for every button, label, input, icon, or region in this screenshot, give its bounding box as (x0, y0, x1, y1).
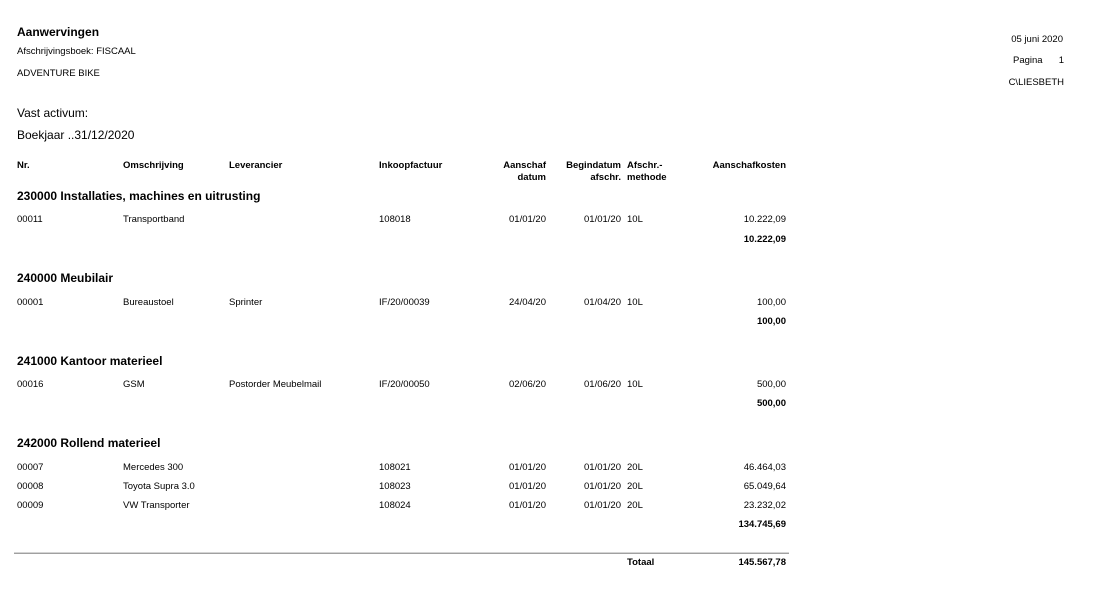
company-name: ADVENTURE BIKE (17, 68, 100, 79)
col-afschr-line1: Afschr.- (627, 160, 663, 171)
cell-nr: 00001 (17, 297, 44, 308)
cell-aanschafdatum: 01/01/20 (509, 214, 546, 225)
col-omschrijving: Omschrijving (123, 160, 184, 171)
cell-aanschafdatum: 01/01/20 (509, 481, 546, 492)
cell-omschrijving: Mercedes 300 (123, 462, 184, 473)
group-title: 241000 Kantoor materieel (17, 354, 163, 368)
cell-inkoopfactuur: 108024 (379, 500, 411, 511)
cell-nr: 00007 (17, 462, 44, 473)
cell-aanschafkosten: 100,00 (756, 297, 786, 308)
cell-aanschafdatum: 02/06/20 (509, 379, 546, 390)
cell-begindatum: 01/01/20 (584, 481, 621, 492)
cell-begindatum: 01/01/20 (584, 462, 621, 473)
col-nr: Nr. (17, 160, 30, 171)
total-label: Totaal (627, 557, 655, 568)
group-title: 242000 Rollend materieel (17, 436, 161, 450)
col-begindatum-line2: afschr. (590, 172, 621, 183)
group-subtotal: 10.222,09 (743, 234, 786, 245)
col-aanschaf-line2: datum (517, 172, 546, 183)
group-title: 240000 Meubilair (17, 271, 114, 285)
cell-aanschafkosten: 500,00 (756, 379, 786, 390)
cell-inkoopfactuur: 108018 (379, 214, 411, 225)
cell-omschrijving: VW Transporter (123, 500, 190, 511)
cell-begindatum: 01/04/20 (584, 297, 621, 308)
cell-methode: 10L (627, 379, 643, 390)
cell-omschrijving: Bureaustoel (123, 297, 174, 308)
cell-nr: 00009 (17, 500, 44, 511)
total-divider (14, 552, 789, 554)
cell-methode: 20L (627, 481, 643, 492)
cell-aanschafdatum: 01/01/20 (509, 462, 546, 473)
col-aanschafkosten: Aanschafkosten (712, 160, 786, 171)
cell-methode: 20L (627, 462, 643, 473)
cell-nr: 00008 (17, 481, 44, 492)
cell-methode: 10L (627, 214, 643, 225)
cell-aanschafdatum: 01/01/20 (509, 500, 546, 511)
cell-aanschafkosten: 46.464,03 (743, 462, 786, 473)
col-aanschaf (480, 160, 546, 184)
depreciation-book: Afschrijvingsboek: FISCAAL (17, 46, 136, 57)
section-label: Vast activum: (17, 106, 89, 120)
page-label: Pagina (1013, 55, 1043, 66)
cell-inkoopfactuur: 108021 (379, 462, 411, 473)
cell-leverancier: Postorder Meubelmail (229, 379, 322, 390)
cell-omschrijving: Transportband (123, 214, 185, 225)
cell-begindatum: 01/01/20 (584, 500, 621, 511)
report-title: Aanwervingen (17, 25, 100, 39)
group-subtotal: 500,00 (756, 398, 786, 409)
cell-nr: 00011 (17, 214, 43, 225)
cell-aanschafkosten: 10.222,09 (743, 214, 786, 225)
cell-aanschafkosten: 65.049,64 (743, 481, 786, 492)
report-date: 05 juni 2020 (1011, 34, 1063, 45)
cell-omschrijving: GSM (123, 379, 145, 390)
cell-begindatum: 01/01/20 (584, 214, 621, 225)
user-name: C\LIESBETH (1008, 77, 1064, 88)
col-inkoopfactuur: Inkoopfactuur (379, 160, 443, 171)
cell-nr: 00016 (17, 379, 44, 390)
col-leverancier: Leverancier (229, 160, 283, 171)
col-aanschaf-line1: Aanschaf (503, 160, 546, 171)
cell-methode: 20L (627, 500, 643, 511)
cell-inkoopfactuur: 108023 (379, 481, 411, 492)
total-value: 145.567,78 (738, 557, 786, 568)
page-number: 1 (1058, 55, 1064, 66)
cell-aanschafkosten: 23.232,02 (743, 500, 786, 511)
cell-methode: 10L (627, 297, 643, 308)
group-subtotal: 100,00 (756, 316, 786, 327)
col-begindatum-line1: Begindatum (566, 160, 621, 171)
fiscal-year: Boekjaar ..31/12/2020 (17, 128, 135, 142)
cell-leverancier: Sprinter (229, 297, 263, 308)
col-afschr-methode (627, 160, 667, 184)
col-afschr-line2: methode (627, 172, 667, 183)
cell-aanschafdatum: 24/04/20 (509, 297, 546, 308)
group-title: 230000 Installaties, machines en uitrusting (17, 189, 261, 203)
cell-inkoopfactuur: IF/20/00050 (379, 379, 430, 390)
cell-begindatum: 01/06/20 (584, 379, 621, 390)
col-begindatum (550, 160, 621, 184)
cell-inkoopfactuur: IF/20/00039 (379, 297, 430, 308)
cell-omschrijving: Toyota Supra 3.0 (123, 481, 195, 492)
group-subtotal: 134.745,69 (738, 519, 786, 530)
